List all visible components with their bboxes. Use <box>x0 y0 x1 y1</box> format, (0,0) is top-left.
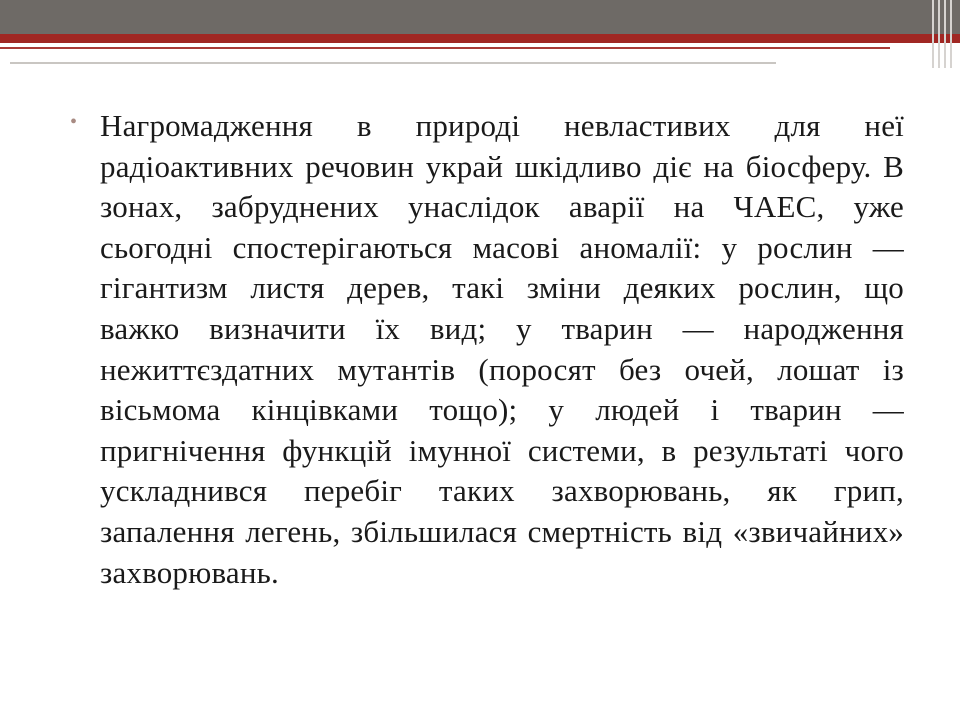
decorative-vertical-lines <box>930 0 960 68</box>
slide-paragraph: Нагромадження в природі невластивих для неї радіоактивних речовин украй шкідливо діє на біосферу. В зонах, забруднених унаслідок аварії на ЧАЕС, уже сьогодні спостерігаються масові аномалії: у рослин — гігантизм листя дерев, такі зміни деяких рослин, що важко визначити їх вид; у тварин — народження нежиттєздатних мутантів (поросят без очей, лошат із вісьмома кінцівками тощо); у людей і тварин — пригнічення функцій імунної системи, в результаті чого ускладнився перебіг таких захворювань, як грип, запалення легень, збільшилася смертність від «звичайних» захворювань. <box>100 108 904 590</box>
header-red-stripe <box>0 34 960 43</box>
slide-body <box>68 106 904 593</box>
bullet-icon: • <box>70 111 78 133</box>
header-gray-line <box>10 62 776 64</box>
bullet-item <box>68 106 904 593</box>
header-band <box>0 0 960 34</box>
header-red-line <box>0 47 890 49</box>
